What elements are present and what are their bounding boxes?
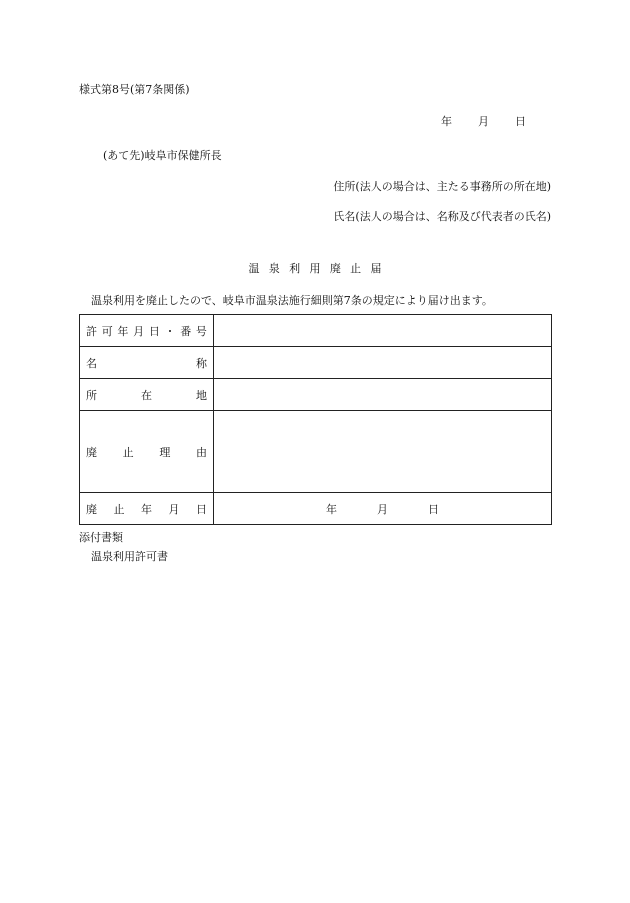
attachments-heading: 添付書類 — [79, 531, 123, 544]
row-label-abolition-date — [80, 493, 214, 525]
document-title: 温泉利用廃止届 — [248, 262, 391, 275]
abolition-year: 年 — [326, 502, 337, 516]
name-value-field[interactable] — [214, 347, 552, 379]
row-label-name — [80, 347, 214, 379]
table-row — [80, 379, 552, 411]
submission-date — [441, 113, 526, 129]
date-month: 月 — [478, 115, 489, 128]
abolition-date-field[interactable] — [214, 493, 552, 525]
abolition-date-value — [214, 501, 551, 517]
declaration-text: 温泉利用を廃止したので、岐阜市温泉法施行細則第7条の規定により届け出ます。 — [91, 294, 493, 307]
date-year: 年 — [441, 115, 452, 128]
abolition-day: 日 — [428, 502, 439, 516]
row-label-permit — [80, 315, 214, 347]
date-day: 日 — [515, 115, 526, 128]
addressee: (あて先)岐阜市保健所長 — [103, 149, 222, 162]
reason-value-field[interactable] — [214, 411, 552, 493]
table-row — [80, 411, 552, 493]
row-label-reason — [80, 411, 214, 493]
form-table — [79, 314, 552, 525]
table-row — [80, 493, 552, 525]
name-label: 名 称 — [86, 356, 207, 370]
form-number: 様式第8号(第7条関係) — [79, 83, 190, 96]
abolition-date-label: 廃 止 年 月 日 — [86, 502, 207, 516]
table-row — [80, 315, 552, 347]
table-row — [80, 347, 552, 379]
abolition-month: 月 — [377, 502, 388, 516]
permit-label: 許 可 年 月 日 ・ 番 号 — [86, 324, 207, 338]
applicant-address-label: 住所(法人の場合は、主たる事務所の所在地) — [333, 180, 551, 193]
attachment-item: 温泉利用許可書 — [91, 550, 168, 563]
location-label: 所 在 地 — [86, 388, 207, 402]
applicant-name-label: 氏名(法人の場合は、名称及び代表者の氏名) — [333, 210, 551, 223]
permit-value-field[interactable] — [214, 315, 552, 347]
reason-label: 廃 止 理 由 — [86, 445, 207, 459]
row-label-location — [80, 379, 214, 411]
location-value-field[interactable] — [214, 379, 552, 411]
